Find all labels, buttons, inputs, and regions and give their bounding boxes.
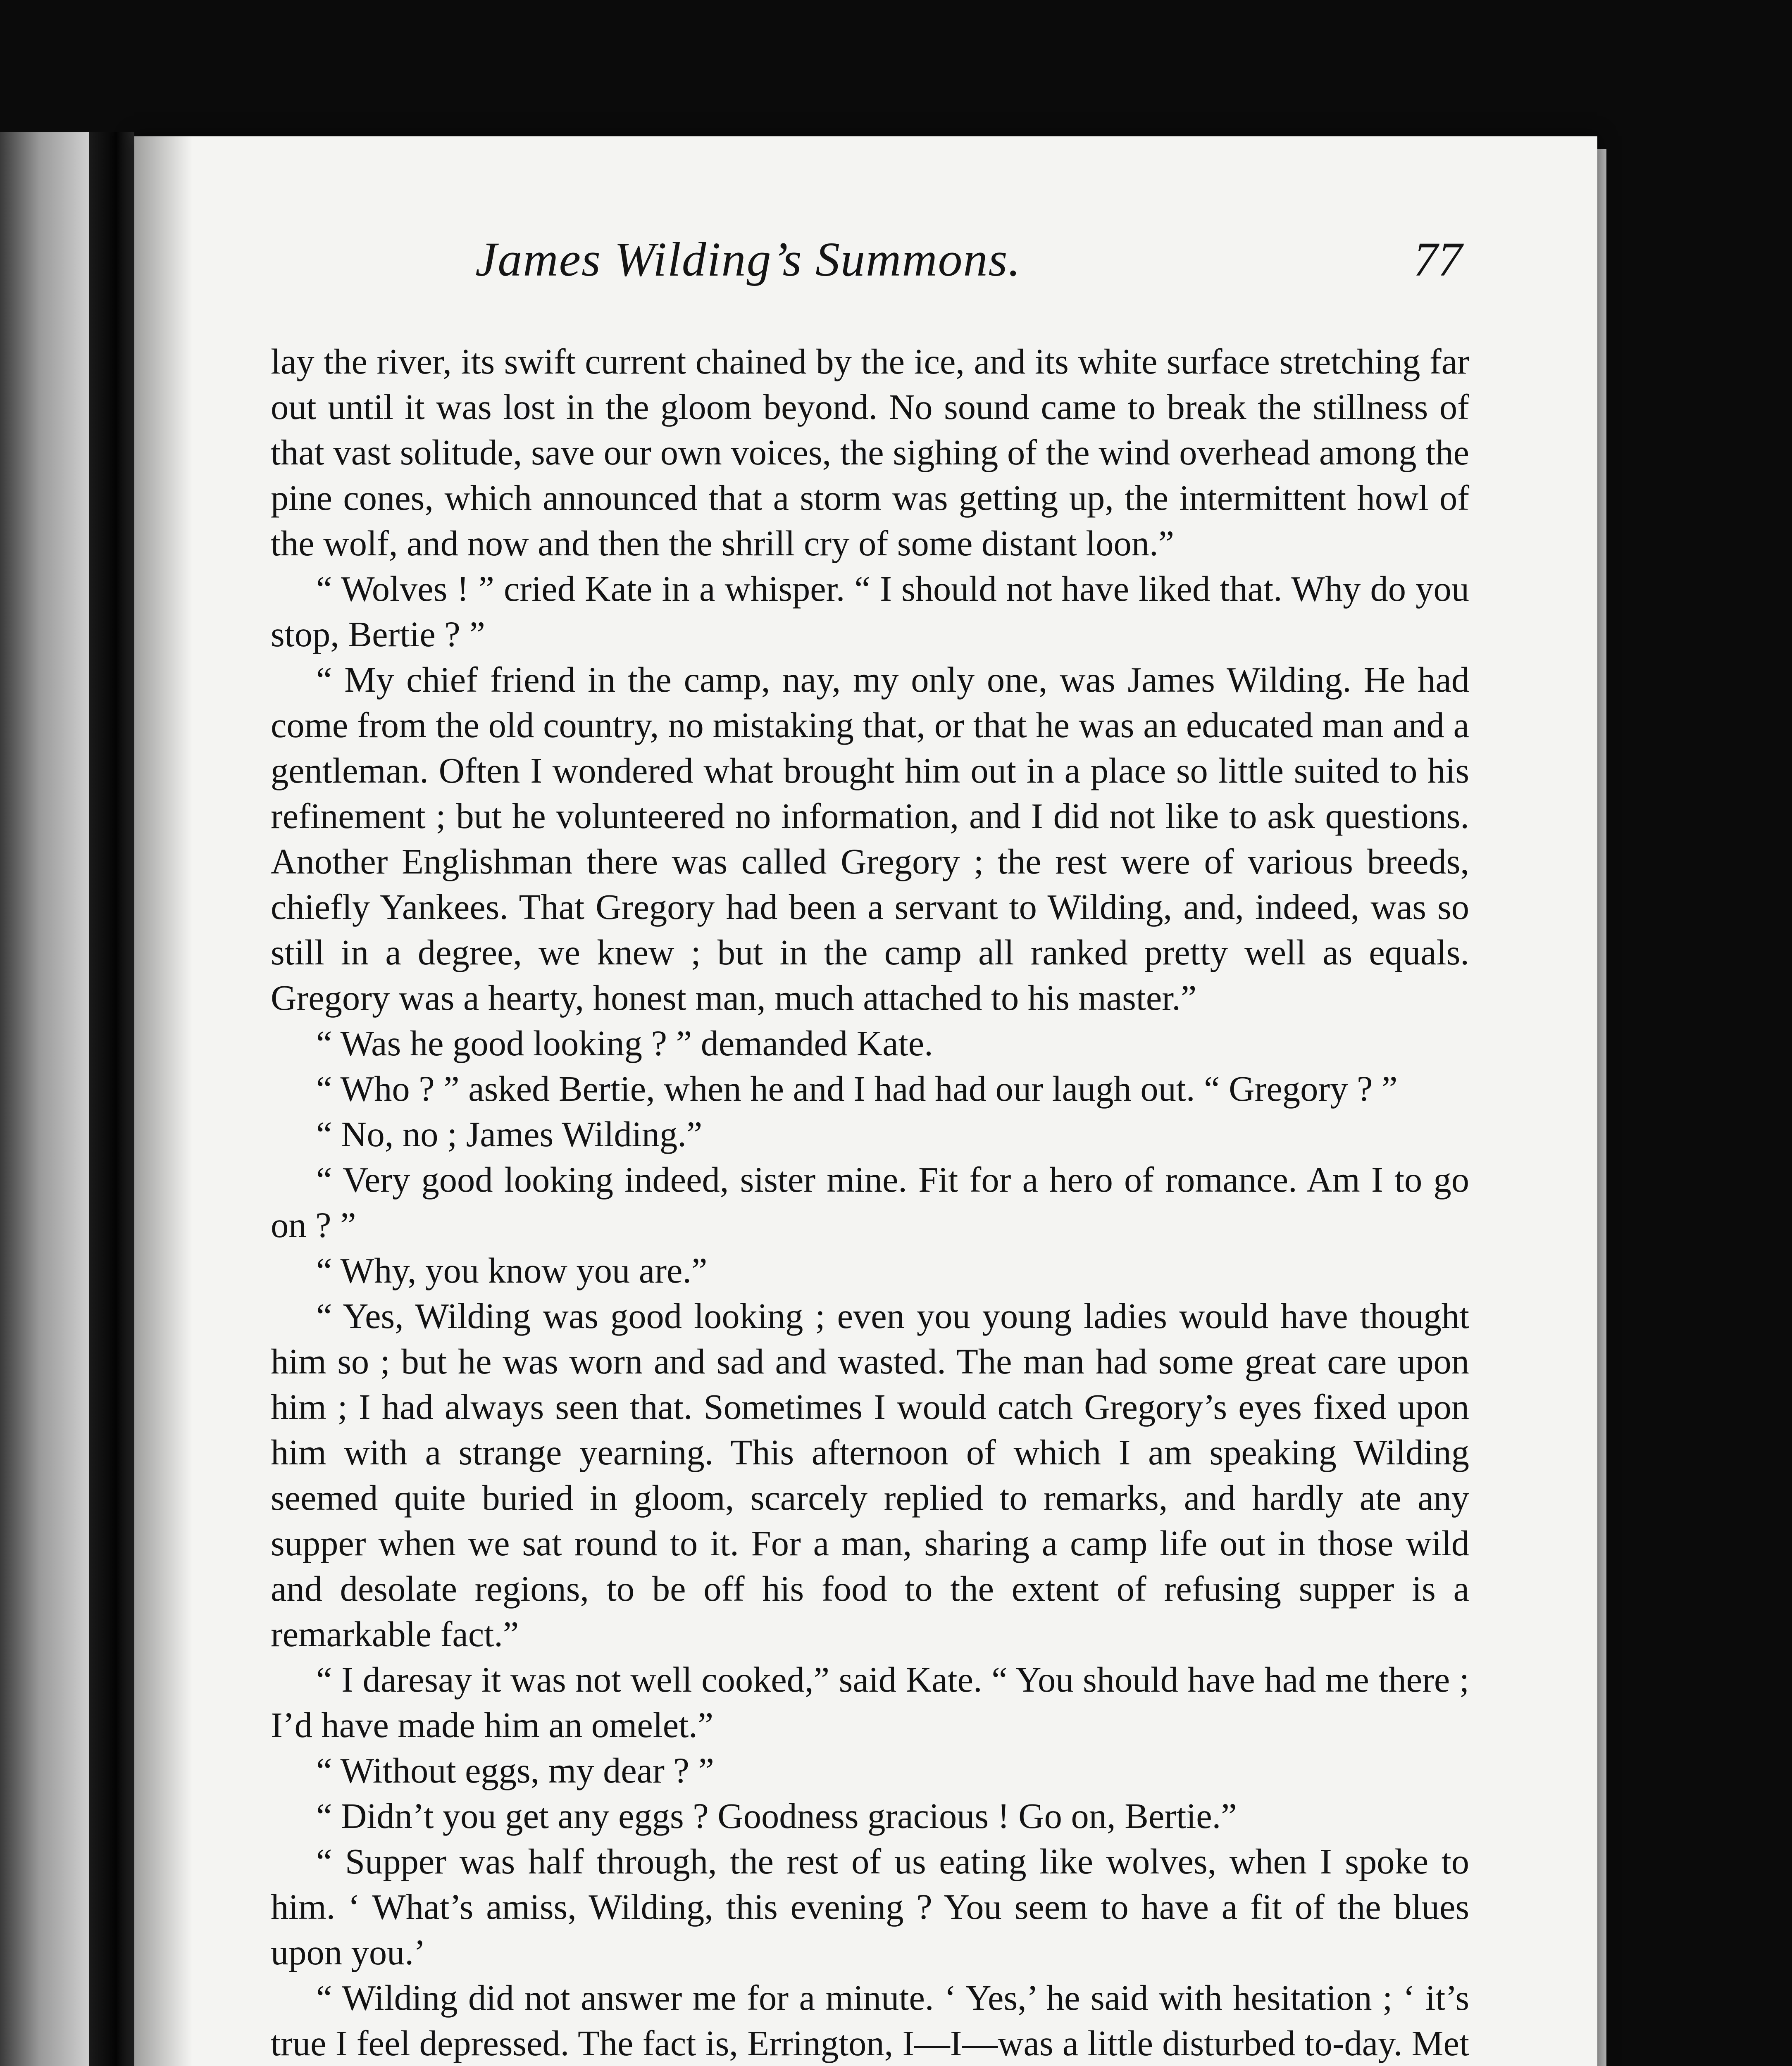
paragraph: “ I daresay it was not well cooked,” said Kate. “ You should have had me there ; I’d have made him an omelet.” bbox=[271, 1660, 1469, 1745]
book-gutter bbox=[89, 132, 134, 2066]
paragraph: “ No, no ; James Wilding.” bbox=[316, 1114, 703, 1154]
facing-page-edge bbox=[0, 132, 89, 2066]
body-text bbox=[271, 339, 1469, 2066]
paragraph: “ Wolves ! ” cried Kate in a whisper. “ I should not have liked that. Why do you stop, Bertie ? ” bbox=[271, 569, 1469, 654]
paragraph: lay the river, its swift current chained by the ice, and its white surface stretching far out until it was lost in the gloom beyond. No sound came to break the stillness of that vast solitude, save our own voices, the sighing of the wind overhead among the pine cones, which announced that a storm was getting up, the intermittent howl of the wolf, and now and then the shrill cry of some distant loon.” bbox=[271, 342, 1469, 563]
paragraph: “ Wilding did not answer me for a minute. ‘ Yes,’ he said with hesitation ; ‘ it’s true I feel depressed. The fact is, Errington, I—I—was a little disturbed to-day. Met bbox=[271, 1978, 1469, 2063]
paragraph: “ Supper was half through, the rest of us eating like wolves, when I spoke to him. ‘ What’s amiss, Wilding, this evening ? You seem to have a fit of the blues upon you.’ bbox=[271, 1842, 1469, 1972]
paragraph: “ Why, you know you are.” bbox=[316, 1251, 708, 1290]
page-number: 77 bbox=[1413, 232, 1462, 286]
page-fold-shadow bbox=[134, 136, 192, 2066]
paragraph: “ Who ? ” asked Bertie, when he and I had had our laugh out. “ Gregory ? ” bbox=[316, 1069, 1398, 1109]
paragraph: “ Yes, Wilding was good looking ; even you young ladies would have thought him so ; but he was worn and sad and wasted. The man had some great care upon him ; I had always seen that. Sometimes I would catch Gregory’s eyes fixed upon him with a strange yearning. This afternoon of which I am speaking Wilding seemed quite buried in gloom, scarcely replied to remarks, and hardly ate any supper when we sat round to it. For a man, sharing a camp life out in those wild and desolate regions, to be off his food to the extent of refusing supper is a remarkable fact.” bbox=[271, 1296, 1469, 1654]
paragraph: “ Very good looking indeed, sister mine. Fit for a hero of romance. Am I to go on ? ” bbox=[271, 1160, 1469, 1245]
paragraph: “ Was he good looking ? ” demanded Kate. bbox=[316, 1023, 933, 1063]
running-head: James Wilding’s Summons. bbox=[475, 232, 1021, 286]
paragraph: “ My chief friend in the camp, nay, my only one, was James Wilding. He had come from the old country, no mistaking that, or that he was an educated man and a gentleman. Often I wondered what brought him out in a place so little suited to his refinement ; but he volunteered no information, and I did not like to ask questions. Another Englishman there was called Gregory ; the rest were of various breeds, chiefly Yankees. That Gregory had been a servant to Wilding, and, indeed, was so still in a degree, we knew ; but in the camp all ranked pretty well as equals. Gregory was a hearty, honest man, much attached to his master.” bbox=[271, 660, 1469, 1018]
page-right-edge bbox=[1597, 149, 1606, 2066]
paragraph: “ Didn’t you get any eggs ? Goodness gracious ! Go on, Bertie.” bbox=[316, 1796, 1237, 1836]
paragraph: “ Without eggs, my dear ? ” bbox=[316, 1751, 714, 1790]
